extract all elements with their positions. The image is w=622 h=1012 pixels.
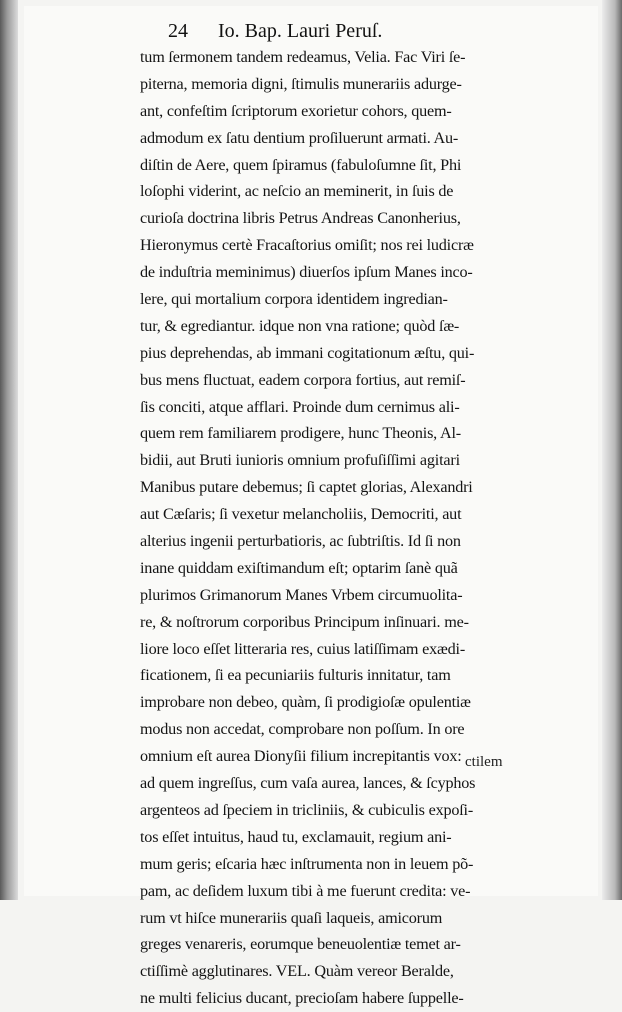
text-line: de induſtria meminimus) diuerſos ipſum Manes inco- [140,263,473,282]
text-line: plurimos Grimanorum Manes Vrbem circumuolita- [140,585,463,604]
text-line: alterius ingenii perturbatioris, ac ſubtriſtis. Id ſi non [140,532,461,551]
scan-edge-right [602,0,622,900]
text-line: Hieronymus certè Fracaſtorius omiſit; nos rei ludicræ [140,236,474,255]
text-line: pam, ac deſidem luxum tibi à me fuerunt credita: ve- [140,881,471,900]
text-line: curioſa doctrina libris Petrus Andreas Canonherius, [140,209,461,228]
scan-edge-left [0,0,18,900]
text-line: loſophi viderint, ac neſcio an meminerit, in ſuis de [140,182,454,201]
running-title: Io. Bap. Lauri Peruſ. [218,20,383,42]
text-line: aut Cæſaris; ſi vexetur melancholiis, Democriti, aut [140,505,462,524]
text-line: modus non accedat, comprobare non poſſum. In ore [140,720,465,739]
text-line: ctiſſimè agglutinares. VEL. Quàm vereor Beralde, [140,962,454,981]
text-line: admodum ex ſatu dentium proſiluerunt armati. Au- [140,128,459,147]
text-line: bus mens fluctuat, eadem corpora fortius, aut remiſ- [140,370,466,389]
running-header [168,20,488,43]
body-text [140,44,540,1012]
text-line: mum geris; eſcaria hæc inſtrumenta non in leuem põ- [140,854,474,873]
text-line: ficationem, ſi ea pecuniariis fulturis innitatur, tam [140,666,451,685]
page-number: 24 [168,20,188,42]
text-line: piterna, memoria digni, ſtimulis munerariis adurge- [140,74,462,93]
text-line: tum ſermonem tandem redeamus, Velia. Fac Viri ſe- [140,48,466,66]
text-line: rum vt hiſce munerariis quaſi laqueis, amicorum [140,908,443,927]
text-line: ant, confeſtim ſcriptorum exorietur cohors, quem- [140,101,452,120]
catchword: ctilem [465,754,503,770]
text-line: ad quem ingreſſus, cum vaſa aurea, lances, & ſcyphos [140,774,476,793]
text-line: greges venareris, eorumque beneuolentiæ temet ar- [140,935,461,954]
text-line: argenteos ad ſpeciem in tricliniis, & cubiculis expoſi- [140,800,474,819]
text-line: ne multi felicius ducant, precioſam habere ſuppelle- [140,989,464,1008]
text-line: quem rem familiarem prodigere, hunc Theonis, Al- [140,424,461,443]
text-line: ſis conciti, atque afflari. Proinde dum cernimus ali- [140,397,460,416]
text-line: tos eſſet intuitus, haud tu, exclamauit, regium ani- [140,827,452,846]
text-line: bidii, aut Bruti iunioris omnium profuſiſſimi agitari [140,451,460,470]
text-line: inane quiddam exiſtimandum eſt; optarim ſanè quã [140,558,458,577]
text-line: Manibus putare debemus; ſi captet glorias, Alexandri [140,478,473,497]
text-line: improbare non debeo, quàm, ſi prodigioſæ opulentiæ [140,693,471,712]
text-line: pius deprehendas, ab immani cogitationum æſtu, qui- [140,343,475,362]
text-line: liore loco eſſet litteraria res, cuius latiſſimam exædi- [140,639,466,658]
text-line: tur, & egrediantur. idque non vna ratione; quòd ſæ- [140,316,460,335]
text-line: re, & noſtrorum corporibus Principum inſinuari. me- [140,612,469,631]
text-line: lere, qui mortalium corpora identidem ingredian- [140,290,448,309]
text-line: diſtin de Aere, quem ſpiramus (fabuloſumne ſit, Phi [140,155,462,174]
text-line: omnium eſt aurea Dionyſii filium increpitantis vox: [140,747,462,766]
